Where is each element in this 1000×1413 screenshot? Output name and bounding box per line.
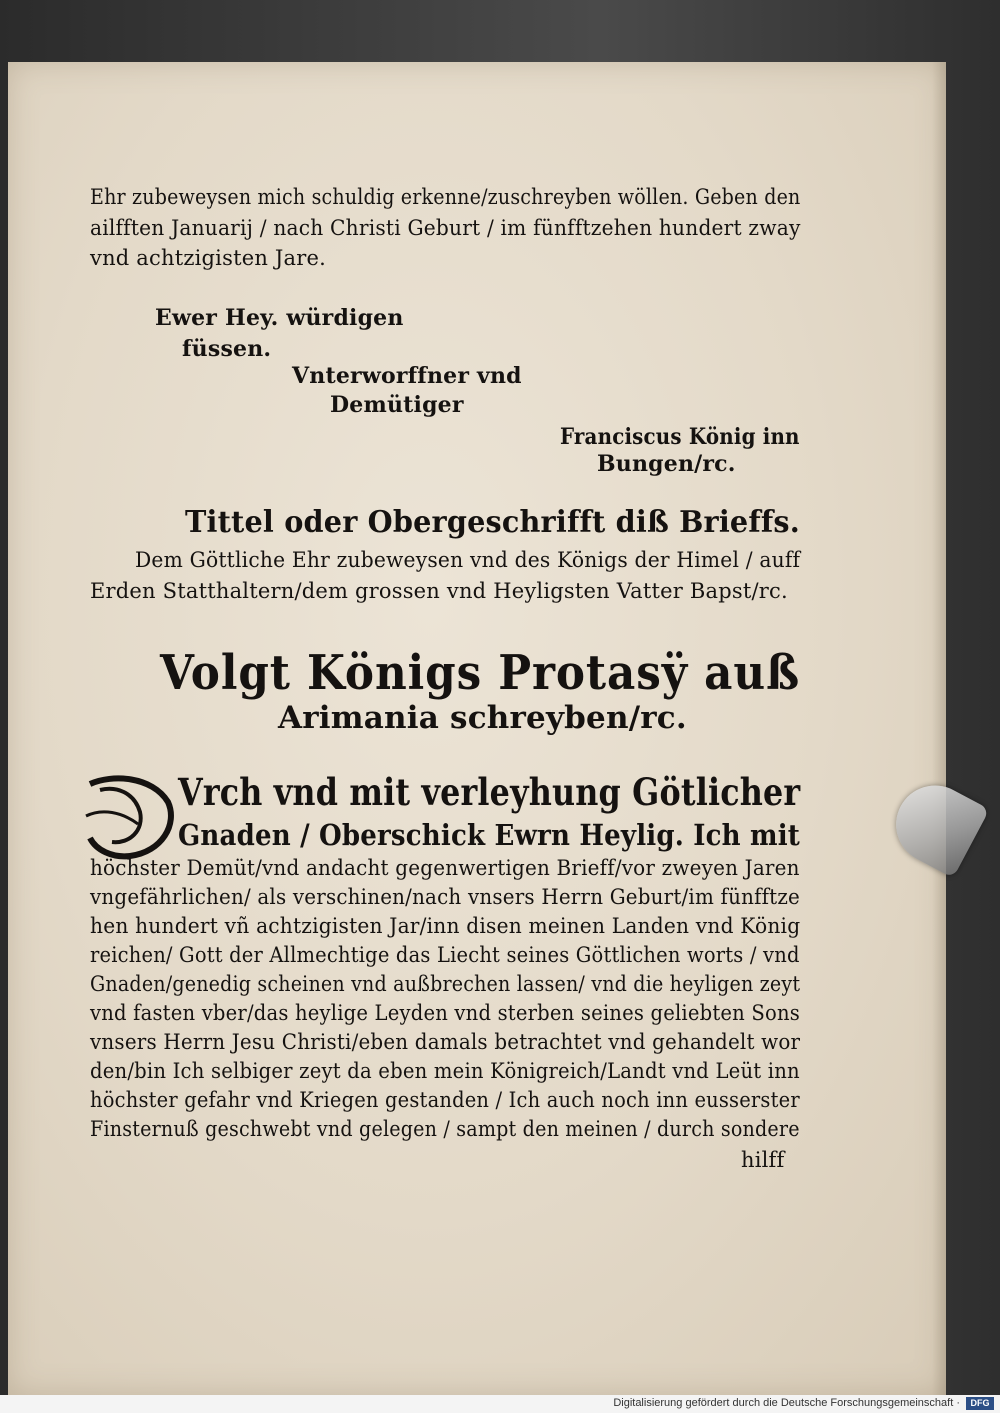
signature-line-1: Ewer Hey. würdigen	[155, 305, 404, 331]
main-line-7: Gnaden/genedig scheinen vnd außbrechen lassen/ vnd die heyligen zeyt	[90, 972, 801, 996]
signature-line-5: Franciscus König inn	[560, 424, 800, 450]
main-line-5: hen hundert vñ achtzigisten Jar/inn disen meinen Landen vnd König	[90, 914, 801, 938]
main-line-8: vnd fasten vber/das heylige Leyden vnd sterben seines geliebten Sons	[90, 1001, 800, 1025]
section-heading-line-1: Volgt Königs Protasÿ auß	[160, 645, 801, 701]
main-line-1: Vrch vnd mit verleyhung Götlicher	[178, 770, 801, 814]
closing-line-1: Ehr zubeweysen mich schuldig erkenne/zuschreyben wöllen. Geben den	[90, 185, 801, 209]
main-line-2: Gnaden / Oberschick Ewrn Heylig. Ich mit	[178, 818, 801, 852]
main-line-11: höchster gefahr vnd Kriegen gestanden / Ich auch noch inn eusserster	[90, 1088, 800, 1112]
main-line-4: vngefährlichen/ als verschinen/nach vnsers Herrn Geburt/im fünfftze	[90, 885, 800, 909]
main-line-6: reichen/ Gott der Allmechtige das Liecht seines Göttlichen worts / vnd	[90, 943, 800, 967]
digitization-credit[interactable]: Digitalisierung gefördert durch die Deutsche Forschungsgemeinschaft ·	[613, 1397, 960, 1409]
address-title: Tittel oder Obergeschrifft diß Brieffs.	[185, 505, 800, 540]
catchword: hilff	[741, 1148, 785, 1172]
main-line-9: vnsers Herrn Jesu Christi/eben damals betrachtet vnd gehandelt wor	[90, 1030, 801, 1054]
main-line-12: Finsternuß geschwebt vnd gelegen / sampt den meinen / durch sondere	[90, 1117, 800, 1141]
closing-line-3: vnd achtzigisten Jare.	[90, 246, 327, 270]
address-line-2: Erden Statthaltern/dem grossen vnd Heyligsten Vatter Bapst/rc.	[90, 579, 788, 603]
main-line-3: höchster Demüt/vnd andacht gegenwertigen Brieff/vor zweyen Jaren	[90, 856, 800, 880]
signature-line-2: füssen.	[182, 336, 272, 362]
address-line-1: Dem Göttliche Ehr zubeweysen vnd des Königs der Himel / auff	[135, 548, 801, 572]
signature-line-3: Vnterworffner vnd	[292, 363, 522, 389]
closing-line-2: ailfften Januarij / nach Christi Geburt / im fünfftzehen hundert zway	[90, 216, 801, 240]
dfg-logo-icon[interactable]: DFG	[966, 1397, 994, 1410]
section-heading-line-2: Arimania schreyben/rc.	[278, 700, 687, 736]
signature-line-6: Bungen/rc.	[597, 451, 736, 477]
page-edge-shadow	[932, 62, 946, 1395]
signature-line-4: Demütiger	[330, 392, 464, 418]
main-line-10: den/bin Ich selbiger zeyt da eben mein Königreich/Landt vnd Leüt inn	[90, 1059, 800, 1083]
